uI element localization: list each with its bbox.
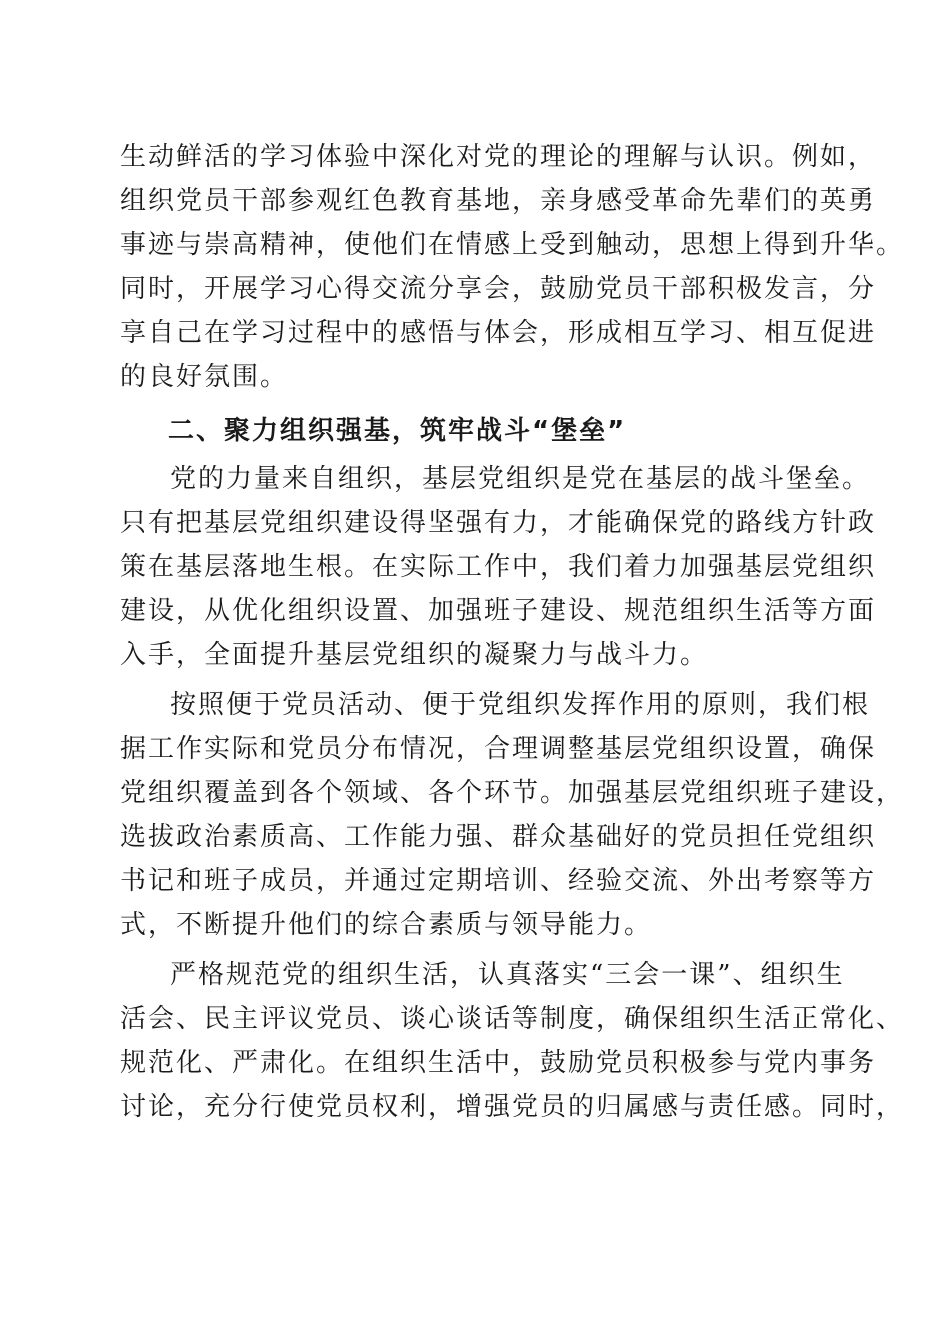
text-line: 建设，从优化组织设置、加强班子建设、规范组织生活等方面 [120,596,877,626]
text-line: 严格规范党的组织生活，认真落实“三会一课”、组织生 [170,960,845,990]
text-line: 式，不断提升他们的综合素质与领导能力。 [120,910,653,940]
text-line: 组织党员干部参观红色教育基地，亲身感受革命先辈们的英勇 [120,186,877,216]
text-line: 选拔政治素质高、工作能力强、群众基础好的党员担任党组织 [120,822,877,852]
section-heading: 二、聚力组织强基，筑牢战斗“堡垒” [168,416,627,446]
text-line: 生动鲜活的学习体验中深化对党的理论的理解与认识。例如， [120,142,877,172]
text-line: 据工作实际和党员分布情况，合理调整基层党组织设置，确保 [120,734,877,764]
text-line: 策在基层落地生根。在实际工作中，我们着力加强基层党组织 [120,552,877,582]
text-line: 同时，开展学习心得交流分享会，鼓励党员干部积极发言，分 [120,274,877,304]
text-line: 书记和班子成员，并通过定期培训、经验交流、外出考察等方 [120,866,877,896]
text-line: 事迹与崇高精神，使他们在情感上受到触动，思想上得到升华。 [120,230,905,260]
text-line: 只有把基层党组织建设得坚强有力，才能确保党的路线方针政 [120,508,877,538]
text-line: 活会、民主评议党员、谈心谈话等制度，确保组织生活正常化、 [120,1004,905,1034]
text-line: 享自己在学习过程中的感悟与体会，形成相互学习、相互促进 [120,318,877,348]
text-line: 按照便于党员活动、便于党组织发挥作用的原则，我们根 [170,690,871,720]
text-line: 讨论，充分行使党员权利，增强党员的归属感与责任感。同时， [120,1092,905,1122]
text-line: 规范化、严肃化。在组织生活中，鼓励党员积极参与党内事务 [120,1048,877,1078]
text-line: 的良好氛围。 [120,362,289,392]
text-line: 党的力量来自组织，基层党组织是党在基层的战斗堡垒。 [170,464,871,494]
text-line: 入手，全面提升基层党组织的凝聚力与战斗力。 [120,640,709,670]
text-line: 党组织覆盖到各个领域、各个环节。加强基层党组织班子建设， [120,778,905,808]
